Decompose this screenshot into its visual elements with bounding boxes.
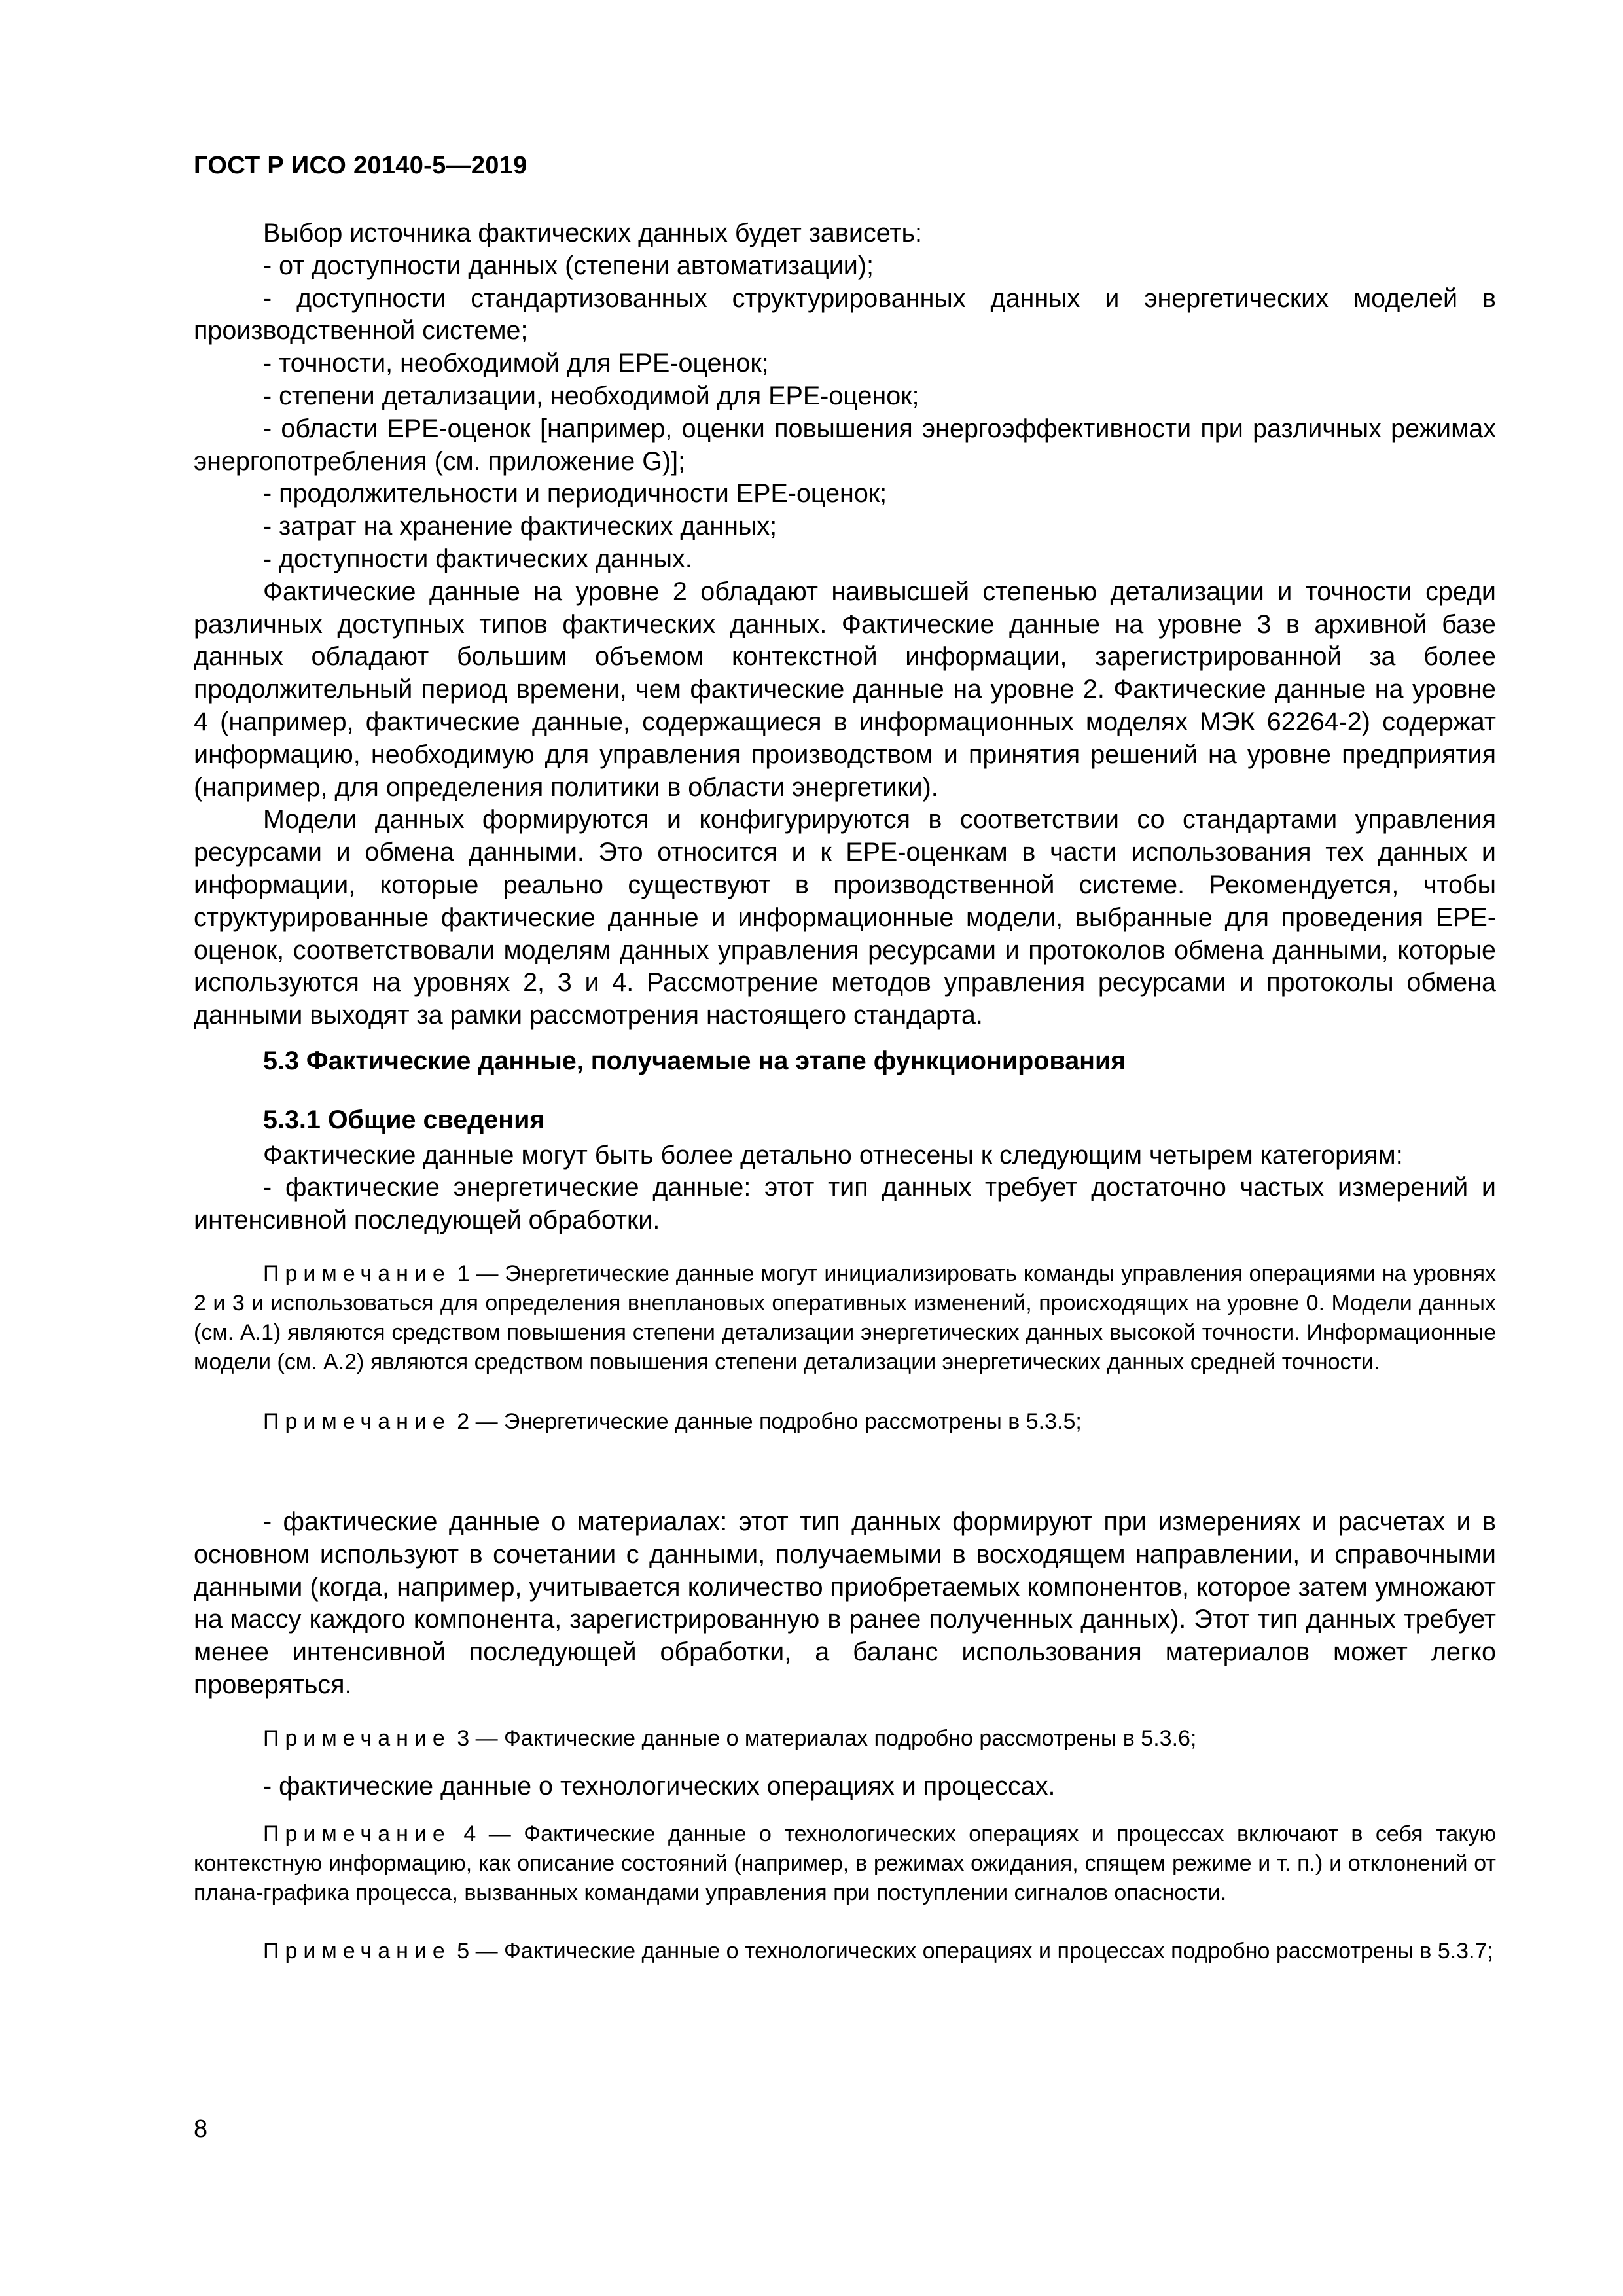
note-label: Примечание [263,1725,451,1751]
page-number: 8 [194,2115,208,2143]
list-item: - фактические энергетические данные: этот тип данных требует достаточно частых измерений и интенсивной последующей обработки. [194,1173,1496,1235]
note-text: 4 — Фактические данные о технологических операциях и процессах включают в себя такую контекстную информацию, как описание состояний (например, в режимах ожидания, спящем режиме и т. п.) и отклонений от плана-графика процесса, вызванных командами управления при поступлении сигналов опасности. [194,1821,1496,1906]
document-body [194,217,1496,1966]
note-label: Примечание [263,1261,451,1286]
note-1 [194,1259,1496,1377]
note-label: Примечание [263,1939,451,1964]
list-item: - фактические данные о технологических операциях и процессах. [263,1771,1056,1801]
note-3 [194,1724,1496,1753]
paragraph: Модели данных формируются и конфигурируются в соответствии со стандартами управления ресурсами и обмена данными. Это относится и к EPE-оценкам в части использования тех данных и информации, которые реально существуют в производственной системе. Рекомендуется, чтобы структурированные фактические данные и информационные модели, выбранные для проведения EPE-оценок, соответствовали моделям данных управления ресурсами и протоколов обмена данными, которые используются на уровнях 2, 3 и 4. Рассмотрение методов управления ресурсами и протоколы обмена данными выходят за рамки рассмотрения настоящего стандарта. [194,805,1496,1030]
note-text: 3 — Фактические данные о материалах подробно рассмотрены в 5.3.6; [450,1725,1197,1751]
list-item: - затрат на хранение фактических данных; [263,512,777,541]
note-label: Примечание [263,1821,451,1847]
list-item: - продолжительности и периодичности EPE-оценок; [263,479,887,509]
note-label: Примечание [263,1408,451,1434]
section-heading-5-3-1: 5.3.1 Общие сведения [263,1105,545,1134]
note-text: 2 — Энергетические данные подробно рассмотрены в 5.3.5; [450,1408,1082,1434]
note-2 [194,1407,1496,1437]
list-item: - доступности стандартизованных структурированных данных и энергетических моделей в производственной системе; [194,283,1496,346]
section-heading-5-3: 5.3 Фактические данные, получаемые на этапе функционирования [263,1046,1126,1075]
document-header: ГОСТ Р ИСО 20140-5—2019 [194,152,527,179]
note-text: 5 — Фактические данные о технологических операциях и процессах подробно рассмотрены в 5.3.7; [450,1939,1493,1964]
list-item: - степени детализации, необходимой для EPE-оценок; [263,381,919,410]
list-item: - доступности фактических данных. [263,544,692,573]
list-item: - точности, необходимой для EPE-оценок; [263,349,769,378]
list-item: - фактические данные о материалах: этот тип данных формируют при измерениях и расчетах и в основном используют в сочетании с данными, получаемыми в восходящем направлении, и справочными данными (когда, например, учитывается количество приобретаемых компонентов, которое затем умножают на массу каждого компонента, зарегистрированную в ранее полученных данных). Этот тип данных требует менее интенсивной последующей обработки, а баланс использования материалов может легко проверяться. [194,1507,1496,1699]
paragraph: Фактические данные на уровне 2 обладают наивысшей степенью детализации и точности среди различных доступных типов фактических данных. Фактические данные на уровне 3 в архивной базе данных обладают большим объемом контекстной информации, зарегистрированной за более продолжительный период времени, чем фактические данные на уровне 2. Фактические данные на уровне 4 (например, фактические данные, содержащиеся в информационных моделях МЭК 62264-2) содержат информацию, необходимую для управления производством и принятия решений на уровне предприятия (например, для определения политики в области энергетики). [194,577,1496,802]
paragraph: Выбор источника фактических данных будет зависеть: [263,219,922,247]
list-item: - от доступности данных (степени автоматизации); [263,251,874,280]
note-text: 1 — Энергетические данные могут инициализировать команды управления операциями на уровнях 2 и 3 и использоваться для определения внеплановых оперативных изменений, происходящих на уровне 0. Модели данных (см. А.1) являются средством повышения степени детализации энергетических данных высокой точности. Информационные модели (см. А.2) являются средством повышения степени детализации энергетических данных средней точности. [194,1261,1496,1374]
list-item: - области EPE-оценок [например, оценки повышения энергоэффективности при различных режимах энергопотребления (см. приложение G)]; [194,414,1496,476]
note-4 [194,1820,1496,1908]
note-5 [194,1937,1496,1966]
paragraph: Фактические данные могут быть более детально отнесены к следующим четырем категориям: [263,1140,1403,1170]
